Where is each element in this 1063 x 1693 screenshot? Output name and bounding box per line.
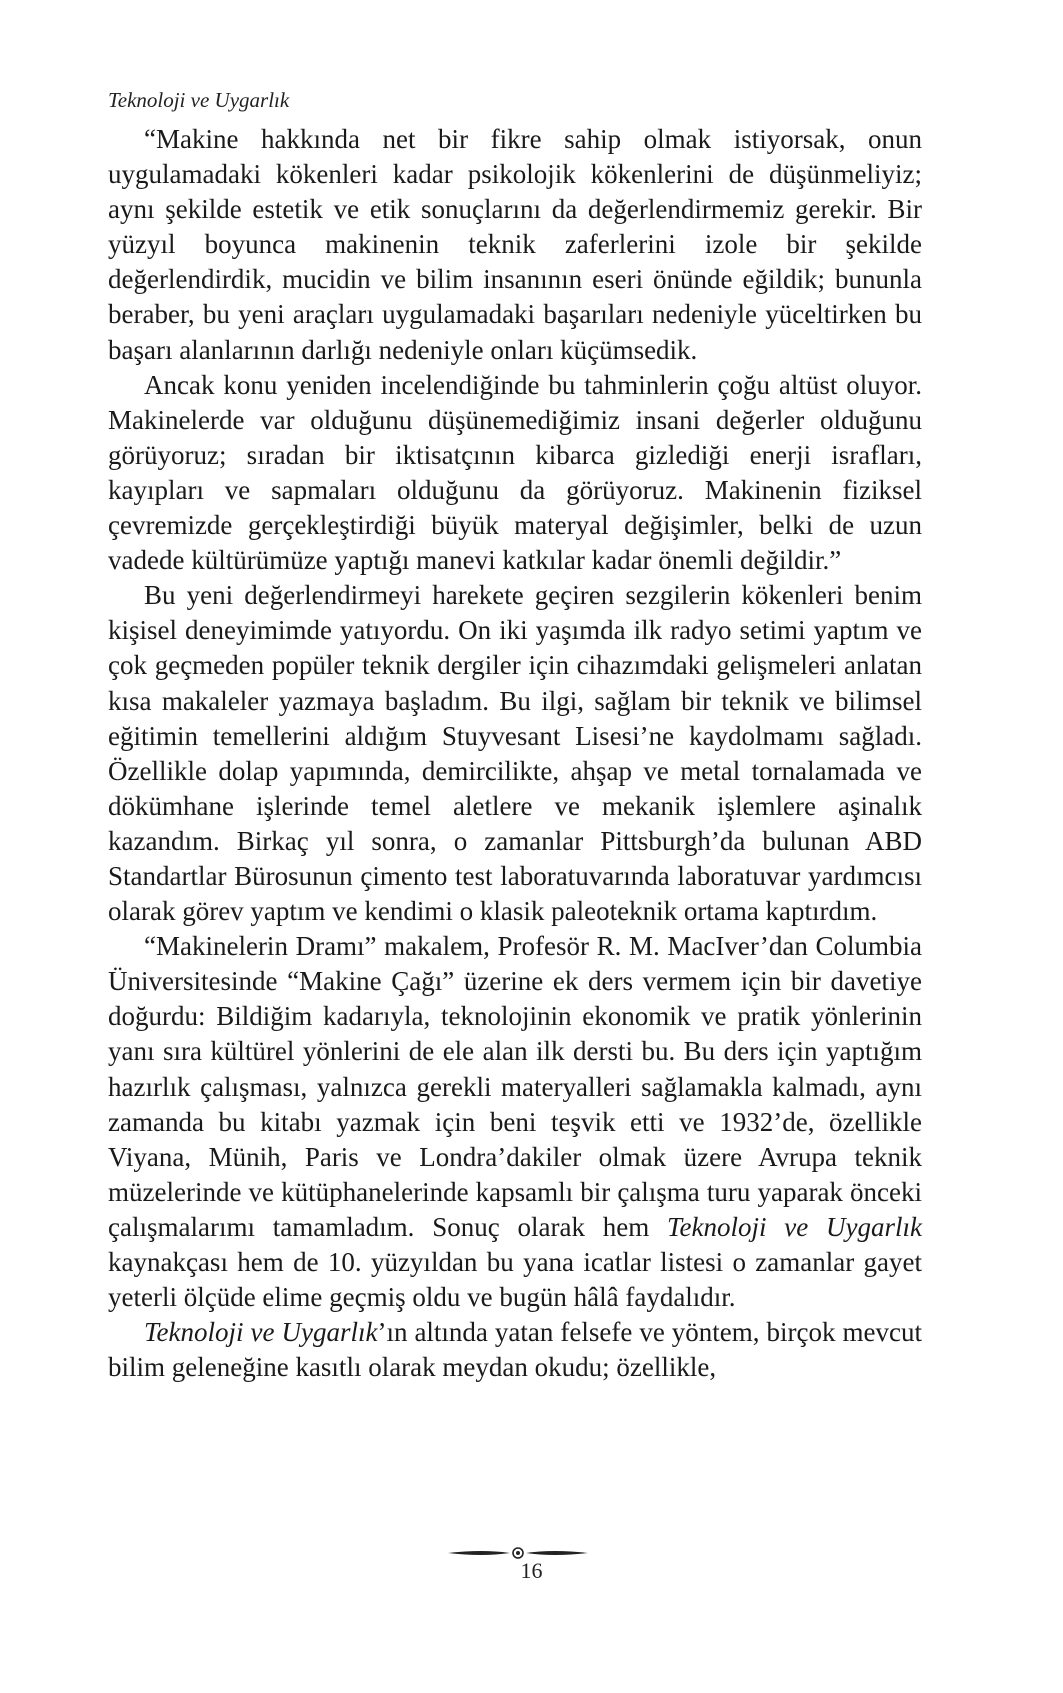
page-number: 16 [520,1558,543,1583]
paragraph-3: Bu yeni değerlendirmeyi harekete geçiren sezgilerin kökenleri benim kişisel deneyimimde yatıyordu. On iki yaşımda ilk radyo setimi yaptım ve çok geçmeden popüler teknik dergiler için cihazımdaki gelişmeleri anlatan kısa makaleler yazmaya başladım. Bu ilgi, sağlam bir teknik ve bilimsel eğitimin temellerini aldığım Stuyvesant Lisesi’ne kaydolmamı sağladı. Özellikle dolap yapımında, demircilikte, ahşap ve metal tornalamada ve dökümhane işlerinde temel aletlere ve mekanik işlemlere aşinalık kazandım. Birkaç yıl sonra, o zamanlar Pittsburgh’da bulunan ABD Standartlar Bürosunun çimento test laboratuvarında laboratuvar yardımcısı olarak görev yaptım ve kendimi o klasik paleoteknik ortama kaptırdım. [108,580,922,927]
paragraph-1: “Makine hakkında net bir fikre sahip olmak istiyorsak, onun uygulamadaki kökenleri kadar psikolojik kökenlerini de düşünmeliyiz; aynı şekilde estetik ve etik sonuçlarını da değerlendirmemiz gerekir. Bir yüzyıl boyunca makinenin teknik zaferlerini izole bir şekilde değerlendirdik, mucidin ve bilim insanının eseri önünde eğildik; bununla beraber, bu yeni araçları uygulamadaki başarıları nedeniyle yüceltirken bu başarı alanlarının darlığı nedeniyle onları küçümsedik. [108,124,922,365]
paragraph-4 [108,929,922,1315]
paragraph-5 [108,1315,922,1385]
paragraph-5-book-title: Teknoloji ve Uygarlık [144,1317,378,1348]
paragraph-5-text-after: ’ın altında yatan felsefe ve yöntem, birçok mevcut bilim geleneğine kasıtlı olarak meydan okudu; özellikle, [108,1317,922,1383]
paragraph-2: Ancak konu yeniden incelendiğinde bu tahminlerin çoğu altüst oluyor. Makinelerde var olduğunu düşünemediğimiz insani değerler olduğunu görüyoruz; sıradan bir iktisatçının kibarca gizlediği enerji israfları, kayıpları ve sapmaları olduğunu da görüyoruz. Makinenin fiziksel çevremizde gerçekleştirdiği büyük materyal değişimler, belki de uzun vadede kültürümüze yaptığı manevi katkılar kadar önemli değildir.” [108,369,922,576]
running-head: Teknoloji ve Uygarlık [108,88,290,112]
paragraph-4-book-title: Teknoloji ve Uygarlık [666,1211,922,1242]
paragraph-4-text-after: kaynakçası hem de 10. yüzyıldan bu yana icatlar listesi o zamanlar gayet yeterli ölçüde elime geçmiş oldu ve bugün hâlâ faydalıdır. [108,1247,922,1313]
body-text [108,122,922,1385]
paragraph-4-text-before: “Makinelerin Dramı” makalem, Profesör R. M. MacIver’dan Columbia Üniversitesinde “Makine Çağı” üzerine ek ders vermem için bir davetiye doğurdu: Bildiğim kadarıyla, teknolojinin ekonomik ve pratik yönlerinin yanı sıra kültürel yönlerini de ele alan ilk dersti bu. Bu ders için yaptığım hazırlık çalışması, yalnızca gerekli materyalleri sağlamakla kalmadı, aynı zamanda bu kitabı yazmak için beni teşvik etti ve 1932’de, özellikle Viyana, Münih, Paris ve Londra’dakiler olmak üzere Avrupa teknik müzelerinde ve kütüphanelerinde kapsamlı bir çalışma turu yaparak önceki çalışmalarımı tamamladım. Sonuç olarak hem [108,931,922,1242]
